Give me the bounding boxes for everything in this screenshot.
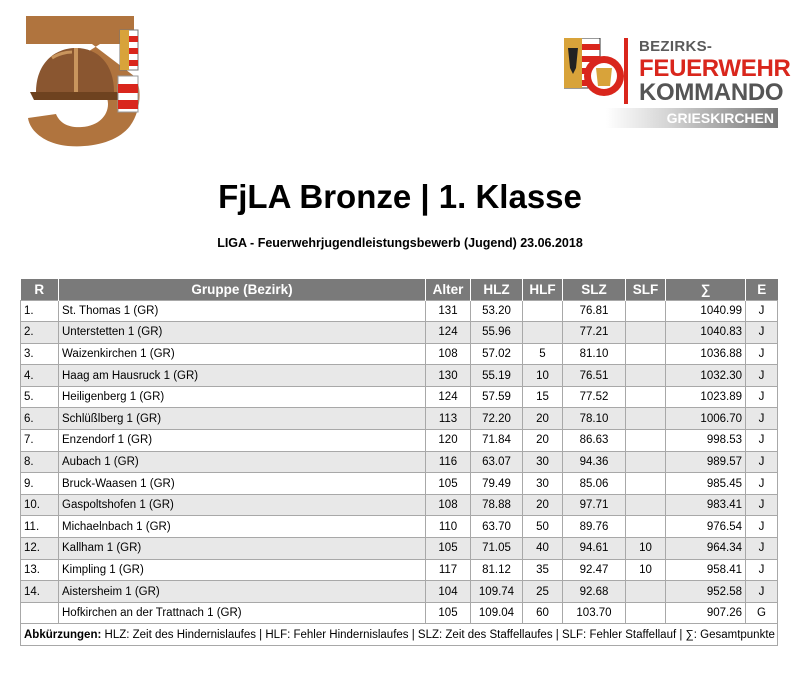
slz-cell: 86.63	[563, 430, 626, 452]
hlf-cell: 35	[523, 559, 563, 581]
bezirks-feuerwehrkommando-logo	[562, 34, 791, 132]
e-cell: J	[746, 494, 778, 516]
hlz-cell: 55.19	[471, 365, 523, 387]
sum-cell: 985.45	[666, 473, 746, 495]
e-cell: J	[746, 473, 778, 495]
hlf-cell: 10	[523, 365, 563, 387]
e-cell: J	[746, 516, 778, 538]
group-cell: Enzendorf 1 (GR)	[59, 430, 426, 452]
group-cell: Schlüßlberg 1 (GR)	[59, 408, 426, 430]
slf-cell	[626, 602, 666, 624]
alter-cell: 104	[426, 581, 471, 603]
slz-cell: 81.10	[563, 343, 626, 365]
logo-line-kommando: KOMMANDO	[639, 79, 784, 106]
alter-cell: 124	[426, 322, 471, 344]
table-row	[21, 473, 778, 495]
slz-cell: 78.10	[563, 408, 626, 430]
hlf-cell: 20	[523, 408, 563, 430]
fire-helmet-emblem-icon	[22, 14, 142, 149]
slf-cell	[626, 343, 666, 365]
slf-cell	[626, 451, 666, 473]
hlf-cell	[523, 322, 563, 344]
rank-cell: 3.	[21, 343, 59, 365]
e-cell: J	[746, 300, 778, 322]
hlz-cell: 57.02	[471, 343, 523, 365]
sum-cell: 1032.30	[666, 365, 746, 387]
hlf-cell: 20	[523, 494, 563, 516]
table-row	[21, 300, 778, 322]
sum-cell: 983.41	[666, 494, 746, 516]
hlz-cell: 81.12	[471, 559, 523, 581]
legend-text: HLZ: Zeit des Hindernislaufes | HLF: Fehler Hindernislaufes | SLZ: Zeit des Staffellaufes | SLF: Fehler Staffellauf | ∑: Gesamtpunkte	[101, 628, 775, 641]
table-row	[21, 365, 778, 387]
group-cell: Gaspoltshofen 1 (GR)	[59, 494, 426, 516]
table-row	[21, 581, 778, 603]
alter-cell: 108	[426, 343, 471, 365]
sum-cell: 1040.83	[666, 322, 746, 344]
sum-cell: 958.41	[666, 559, 746, 581]
e-cell: J	[746, 538, 778, 560]
e-cell: J	[746, 386, 778, 408]
rank-cell: 4.	[21, 365, 59, 387]
rank-cell: 11.	[21, 516, 59, 538]
hlz-cell: 71.05	[471, 538, 523, 560]
hlf-cell: 50	[523, 516, 563, 538]
hlf-cell: 15	[523, 386, 563, 408]
hlf-cell: 5	[523, 343, 563, 365]
rank-cell: 10.	[21, 494, 59, 516]
e-cell: J	[746, 451, 778, 473]
hlz-cell: 63.70	[471, 516, 523, 538]
table-row	[21, 408, 778, 430]
hlf-cell	[523, 300, 563, 322]
results-table	[20, 279, 778, 646]
slz-cell: 92.47	[563, 559, 626, 581]
hlz-cell: 78.88	[471, 494, 523, 516]
abbreviations-legend	[21, 624, 778, 646]
sum-cell: 907.26	[666, 602, 746, 624]
alter-cell: 130	[426, 365, 471, 387]
e-cell: J	[746, 365, 778, 387]
page-subtitle: LIGA - Feuerwehrjugendleistungsbewerb (Jugend) 23.06.2018	[217, 236, 583, 250]
rank-cell: 9.	[21, 473, 59, 495]
column-header-alter: Alter	[426, 279, 471, 300]
rank-cell: 1.	[21, 300, 59, 322]
rank-cell: 2.	[21, 322, 59, 344]
alter-cell: 110	[426, 516, 471, 538]
hlf-cell: 25	[523, 581, 563, 603]
column-header-e: E	[746, 279, 778, 300]
hlz-cell: 57.59	[471, 386, 523, 408]
sum-cell: 1006.70	[666, 408, 746, 430]
column-header-group: Gruppe (Bezirk)	[59, 279, 426, 300]
group-cell: Michaelnbach 1 (GR)	[59, 516, 426, 538]
upper-austria-fire-crest-icon	[564, 38, 632, 104]
alter-cell: 105	[426, 538, 471, 560]
slz-cell: 89.76	[563, 516, 626, 538]
hlz-cell: 109.74	[471, 581, 523, 603]
slz-cell: 97.71	[563, 494, 626, 516]
slz-cell: 103.70	[563, 602, 626, 624]
rank-cell: 12.	[21, 538, 59, 560]
table-row	[21, 494, 778, 516]
slz-cell: 94.36	[563, 451, 626, 473]
slf-cell: 10	[626, 538, 666, 560]
slz-cell: 77.52	[563, 386, 626, 408]
sum-cell: 989.57	[666, 451, 746, 473]
group-cell: Kallham 1 (GR)	[59, 538, 426, 560]
group-cell: Haag am Hausruck 1 (GR)	[59, 365, 426, 387]
sum-cell: 1036.88	[666, 343, 746, 365]
table-row	[21, 538, 778, 560]
alter-cell: 124	[426, 386, 471, 408]
rank-cell	[21, 602, 59, 624]
hlf-cell: 30	[523, 473, 563, 495]
slf-cell	[626, 494, 666, 516]
slz-cell: 92.68	[563, 581, 626, 603]
slz-cell: 85.06	[563, 473, 626, 495]
slz-cell: 94.61	[563, 538, 626, 560]
group-cell: Unterstetten 1 (GR)	[59, 322, 426, 344]
table-body	[21, 300, 778, 624]
alter-cell: 120	[426, 430, 471, 452]
table-row	[21, 343, 778, 365]
logo-line-bezirks: BEZIRKS-	[639, 38, 713, 55]
hlf-cell: 40	[523, 538, 563, 560]
rank-cell: 6.	[21, 408, 59, 430]
sum-cell: 952.58	[666, 581, 746, 603]
slf-cell: 10	[626, 559, 666, 581]
group-cell: Heiligenberg 1 (GR)	[59, 386, 426, 408]
hlz-cell: 63.07	[471, 451, 523, 473]
slf-cell	[626, 386, 666, 408]
group-cell: Aistersheim 1 (GR)	[59, 581, 426, 603]
slf-cell	[626, 365, 666, 387]
rank-cell: 7.	[21, 430, 59, 452]
hlz-cell: 55.96	[471, 322, 523, 344]
table-row	[21, 516, 778, 538]
slz-cell: 76.81	[563, 300, 626, 322]
group-cell: Kimpling 1 (GR)	[59, 559, 426, 581]
hlf-cell: 20	[523, 430, 563, 452]
table-row	[21, 430, 778, 452]
rank-cell: 5.	[21, 386, 59, 408]
slz-cell: 77.21	[563, 322, 626, 344]
sum-cell: 998.53	[666, 430, 746, 452]
table-row	[21, 602, 778, 624]
page-title: FjLA Bronze | 1. Klasse	[218, 178, 582, 215]
group-cell: Bruck-Waasen 1 (GR)	[59, 473, 426, 495]
logo-line-feuerwehr: FEUERWEHR	[639, 55, 791, 82]
hlz-cell: 71.84	[471, 430, 523, 452]
group-cell: St. Thomas 1 (GR)	[59, 300, 426, 322]
slz-cell: 76.51	[563, 365, 626, 387]
e-cell: J	[746, 408, 778, 430]
alter-cell: 108	[426, 494, 471, 516]
group-cell: Waizenkirchen 1 (GR)	[59, 343, 426, 365]
rank-cell: 13.	[21, 559, 59, 581]
e-cell: J	[746, 343, 778, 365]
hlz-cell: 72.20	[471, 408, 523, 430]
alter-cell: 117	[426, 559, 471, 581]
rank-cell: 8.	[21, 451, 59, 473]
logo-district-label: GRIESKIRCHEN	[666, 110, 774, 126]
hlz-cell: 53.20	[471, 300, 523, 322]
sum-cell: 976.54	[666, 516, 746, 538]
column-header-rank: R	[21, 279, 59, 300]
column-header-slf: SLF	[626, 279, 666, 300]
table-header	[21, 279, 778, 300]
legend-label: Abkürzungen:	[24, 628, 102, 641]
alter-cell: 105	[426, 473, 471, 495]
slf-cell	[626, 516, 666, 538]
alter-cell: 113	[426, 408, 471, 430]
column-header-slz: SLZ	[563, 279, 626, 300]
sum-cell: 1023.89	[666, 386, 746, 408]
column-header-hlz: HLZ	[471, 279, 523, 300]
group-cell: Aubach 1 (GR)	[59, 451, 426, 473]
table-row	[21, 322, 778, 344]
table-row	[21, 451, 778, 473]
group-cell: Hofkirchen an der Trattnach 1 (GR)	[59, 602, 426, 624]
sum-cell: 964.34	[666, 538, 746, 560]
hlf-cell: 30	[523, 451, 563, 473]
table-row	[21, 386, 778, 408]
rank-cell: 14.	[21, 581, 59, 603]
slf-cell	[626, 581, 666, 603]
alter-cell: 105	[426, 602, 471, 624]
table-row	[21, 559, 778, 581]
slf-cell	[626, 300, 666, 322]
e-cell: J	[746, 581, 778, 603]
sum-cell: 1040.99	[666, 300, 746, 322]
alter-cell: 116	[426, 451, 471, 473]
hlf-cell: 60	[523, 602, 563, 624]
hlz-cell: 79.49	[471, 473, 523, 495]
slf-cell	[626, 322, 666, 344]
e-cell: J	[746, 430, 778, 452]
slf-cell	[626, 473, 666, 495]
column-header-sum: ∑	[666, 279, 746, 300]
e-cell: G	[746, 602, 778, 624]
logo-district-bar	[606, 108, 778, 128]
slf-cell	[626, 408, 666, 430]
hlz-cell: 109.04	[471, 602, 523, 624]
column-header-hlf: HLF	[523, 279, 563, 300]
e-cell: J	[746, 559, 778, 581]
slf-cell	[626, 430, 666, 452]
e-cell: J	[746, 322, 778, 344]
alter-cell: 131	[426, 300, 471, 322]
